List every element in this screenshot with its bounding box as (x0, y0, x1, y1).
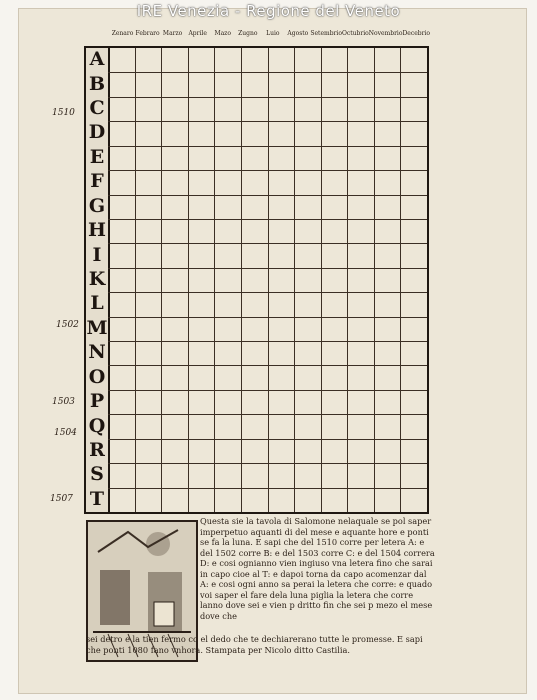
row-letter: B (88, 72, 106, 95)
month-header (110, 30, 430, 37)
row-letter: H (88, 219, 106, 242)
row-letter: S (90, 463, 104, 486)
body-text: Questa sie la tavola di Salomone nelaquale se pol saper imperpetuo aquanti di del mese e aquante hore e ponti se fa la luna. E sapi che del 1510 corre per letera A: e del 1502 corre B: e del 1503 corre C: e del 1504 correra D: e cosi ognianno vien ingiuso vna letera fino che sarai in capo cioe al T: e dapoi torna da capo acomenzar dal A: e cosi ogni anno sa perai la letera che corre: e quado voi saper el fare dela luna piglia la letera che corre lanno dove sei e vien p dritto fin che sei p mezo el mese dove che (200, 516, 435, 621)
row-letter: N (88, 341, 106, 364)
month-label: Setembrio (310, 30, 342, 37)
row-letter: E (89, 145, 105, 168)
column-divider (347, 48, 348, 512)
month-label: Febraro (135, 30, 160, 37)
column-divider (214, 48, 215, 512)
month-label: Octubrio (341, 30, 369, 37)
margin-year-note: 1510 (52, 108, 75, 118)
margin-year-note: 1502 (56, 320, 79, 330)
month-label: Marzo (162, 30, 183, 37)
column-divider (374, 48, 375, 512)
row-letter: G (88, 194, 106, 217)
row-letter: I (92, 243, 102, 266)
column-divider (321, 48, 322, 512)
row-letter: M (86, 316, 108, 339)
month-label: Mazo (214, 30, 231, 37)
column-divider (294, 48, 295, 512)
row-letter: L (90, 292, 104, 315)
month-label: Decebrio (402, 30, 430, 37)
row-letter: F (90, 170, 104, 193)
letter-column (86, 48, 110, 512)
table-cells (108, 48, 427, 512)
row-letter: Q (88, 414, 106, 437)
column-divider (268, 48, 269, 512)
row-letter: C (89, 97, 105, 120)
watermark-banner: IRE Venezia - Regione del Veneto (136, 2, 401, 20)
column-divider (188, 48, 189, 512)
row-letter: O (88, 365, 106, 388)
row-letter: K (88, 268, 106, 290)
month-label: Aprile (188, 30, 207, 37)
column-divider (161, 48, 162, 512)
margin-year-note: 1503 (52, 397, 75, 407)
month-label: Zugno (238, 30, 258, 37)
margin-year-note: 1507 (50, 494, 73, 504)
row-letter: D (88, 121, 106, 144)
column-divider (241, 48, 242, 512)
row-letter: T (89, 487, 105, 510)
month-label: Agosto (287, 30, 309, 37)
row-letter: R (89, 438, 105, 461)
column-divider (400, 48, 401, 512)
row-letter: A (89, 48, 105, 71)
month-label: Zenaro (111, 30, 134, 37)
row-letter: P (89, 390, 105, 413)
month-label: Luio (266, 30, 280, 37)
column-divider (135, 48, 136, 512)
margin-year-note: 1504 (54, 428, 77, 438)
moon-table (84, 46, 429, 514)
month-label: Novembrio (368, 30, 403, 37)
colophon-text: sei detro e la tien fermo co el dedo che te dechiarerano tutte le promesse. E sapi che ponti 1080 fano vnhora. Stampata per Nicolo ditto Castilia. (86, 634, 423, 655)
